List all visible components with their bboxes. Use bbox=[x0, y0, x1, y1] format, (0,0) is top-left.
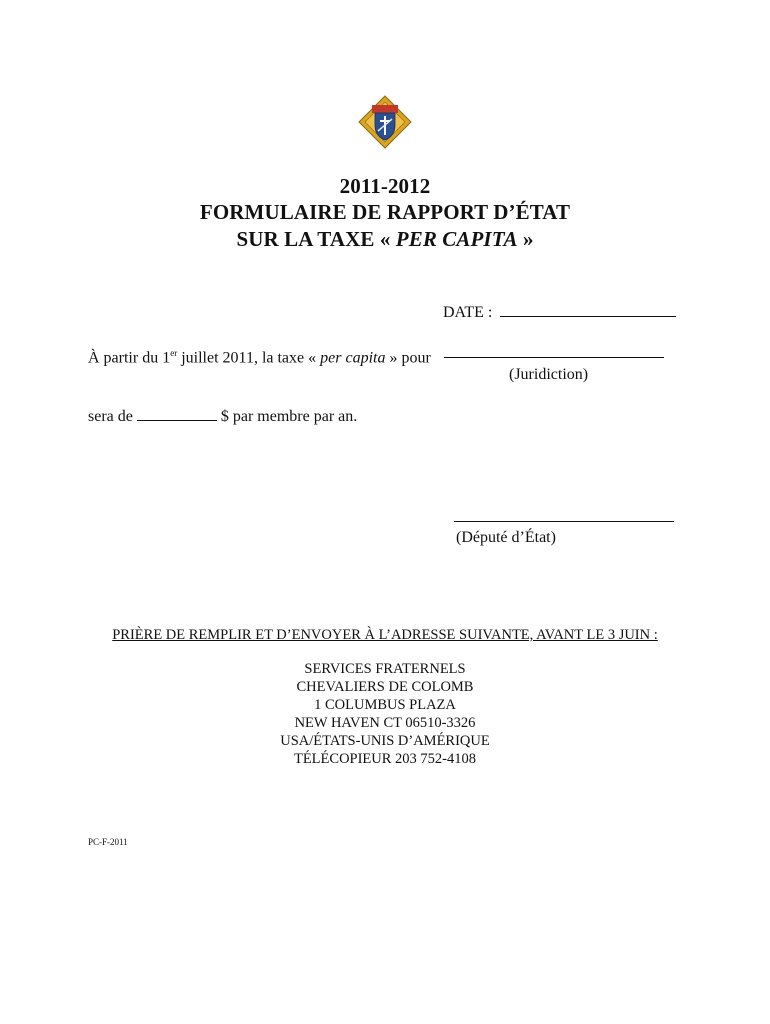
signature-line[interactable] bbox=[454, 521, 674, 522]
title-prefix: SUR LA TAXE « bbox=[236, 227, 391, 251]
form-years: 2011-2012 bbox=[339, 174, 431, 198]
amount-line: sera de $ par membre par an. bbox=[88, 408, 358, 425]
instructions-notice: PRIÈRE DE REMPLIR ET D’ENVOYER À L’ADRESSE SUIVANTE, AVANT LE 3 JUIN : bbox=[112, 627, 658, 643]
knights-of-columbus-emblem-icon bbox=[358, 95, 412, 149]
title-italic: PER CAPITA bbox=[395, 227, 518, 251]
signature-caption: (Député d’État) bbox=[456, 529, 556, 546]
jurisdiction-caption: (Juridiction) bbox=[509, 366, 589, 383]
date-label: DATE : bbox=[443, 304, 493, 321]
form-title-line1: FORMULAIRE DE RAPPORT D’ÉTAT bbox=[199, 200, 571, 224]
address-line: TÉLÉCOPIEUR 203 752-4108 bbox=[293, 751, 477, 767]
date-row bbox=[443, 302, 676, 323]
address-line: NEW HAVEN CT 06510-3326 bbox=[294, 715, 476, 731]
jurisdiction-field[interactable] bbox=[444, 343, 664, 363]
intro-line: À partir du 1er juillet 2011, la taxe « per capita » pour bbox=[88, 348, 431, 367]
date-field[interactable] bbox=[500, 302, 676, 317]
address-line: CHEVALIERS DE COLOMB bbox=[296, 679, 474, 695]
address-line: 1 COLUMBUS PLAZA bbox=[314, 697, 456, 713]
address-line: USA/ÉTATS-UNIS D’AMÉRIQUE bbox=[280, 733, 490, 749]
amount-field[interactable] bbox=[137, 406, 217, 421]
mailing-address bbox=[0, 660, 770, 768]
title-suffix: » bbox=[522, 227, 534, 251]
form-code: PC-F-2011 bbox=[88, 837, 128, 847]
address-line: SERVICES FRATERNELS bbox=[304, 661, 466, 677]
form-title-line2 bbox=[0, 226, 770, 252]
